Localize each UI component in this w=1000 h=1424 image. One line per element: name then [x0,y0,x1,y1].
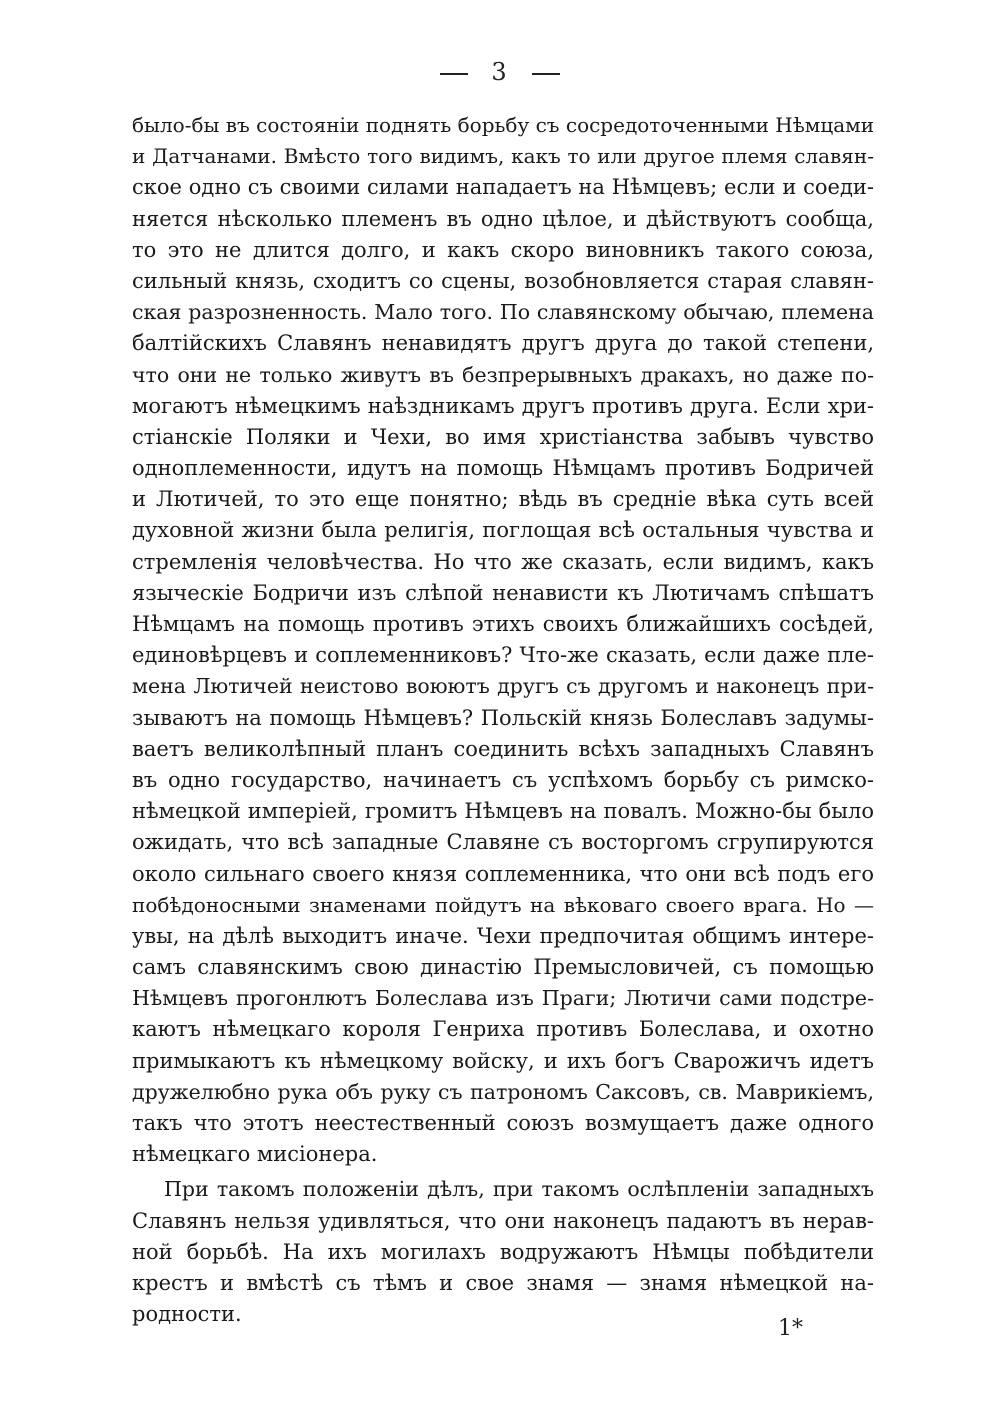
text-line: балтiйскихъ Славянъ ненавидятъ другъ друга до такой степени, [132,331,874,356]
text-line: такъ что этотъ неестественный союзъ возмущаетъ даже одного [132,1111,874,1135]
text-line: въ одно государство, начинаетъ съ успѣхомъ борьбу съ римско- [132,767,874,792]
text-line: увы, на дѣлѣ выходитъ иначе. Чехи предпочитая общимъ интере- [132,923,874,948]
text-line: побѣдоносными знаменами пойдутъ на вѣковаго своего врага. Но — [132,892,874,917]
text-line: стремленiя человѣчества. Но что же сказать, если видимъ, какъ [132,549,874,574]
text-line: мена Лютичей неистово воюютъ другъ съ другомъ и наконецъ при- [132,674,874,699]
text-line: каютъ нѣмецкаго короля Генриха противъ Болеслава, и охотно [132,1017,874,1042]
text-line: самъ славянскимъ свою династiю Премысловичей, съ помощью [132,955,874,980]
text-line: одноплеменности, идутъ на помощь Нѣмцамъ противъ Бодричей [132,456,874,481]
body-text [132,110,874,1330]
text-line: няется нѣсколько племенъ въ одно цѣлое, и дѣйствуютъ сообща, [132,206,874,231]
header-dash-right [532,73,560,75]
signature-mark: 1* [778,1316,803,1341]
text-line: ваетъ великолѣпный планъ соединить всѣхъ западныхъ Славянъ [132,736,874,761]
text-line: единовѣрцевъ и соплеменниковъ? Что-же сказать, если даже пле- [132,643,874,668]
text-line: примыкаютъ къ нѣмецкому войску, и ихъ богъ Сварожичъ идетъ [132,1048,874,1073]
text-line: и Лютичей, то это еще понятно; вѣдь въ среднiе вѣка суть всей [132,487,874,512]
header-dash-left [440,73,468,75]
text-line: могаютъ нѣмецкимъ наѣздникамъ другъ противъ друга. Если хри- [132,393,874,418]
text-line: Нѣмцевъ прогонлютъ Болеслава изъ Праги; Лютичи сами подстре- [132,986,874,1011]
text-line: духовной жизни была религiя, поглощая всѣ остальныя чувства и [132,518,874,543]
paragraph-2 [132,1174,874,1330]
paragraph-1 [132,110,874,1170]
text-line: Нѣмцамъ на помощь противъ этихъ своихъ ближайшихъ сосѣдей, [132,612,874,636]
page-number: 3 [491,58,509,86]
text-line: ожидать, что всѣ западные Славяне съ восторгомъ сгрупируются [132,830,874,855]
text-line: то это не длится долго, и какъ скоро виновникъ такого союза, [132,237,874,262]
text-line: и Датчанами. Вмѣсто того видимъ, какъ то или другое племя славян- [132,144,874,169]
text-line: около сильнаго своего князя соплеменника, что они всѣ подъ его [132,861,874,886]
text-line: было-бы въ состоянiи поднять борьбу съ сосредоточенными Нѣмцами [132,113,874,137]
page-header [0,58,1000,86]
text-line: крестъ и вмѣстѣ съ тѣмъ и свое знамя — знамя нѣмецкой на- [132,1270,874,1295]
text-line: ская разрозненность. Мало того. По славянскому обычаю, племена [132,300,874,325]
text-line: Славянъ нельзя удивляться, что они наконецъ падаютъ въ нерав- [132,1208,874,1233]
text-line: нѣмецкой имперiей, громитъ Нѣмцевъ на повалъ. Можно-бы было [132,799,874,824]
text-line: родности. [132,1302,242,1327]
text-line: нѣмецкаго мисiонера. [132,1142,378,1167]
text-line: стiанскiе Поляки и Чехи, во имя христiанства забывъ чувство [132,424,874,449]
text-line: При такомъ положенiи дѣлъ, при такомъ ослѣпленiи западныхъ [164,1177,874,1202]
text-line: языческiе Бодричи изъ слѣпой ненависти къ Лютичамъ спѣшатъ [132,580,874,605]
text-line: что они не только живутъ въ безпрерывныхъ дракахъ, но даже по- [132,362,874,387]
text-line: сильный князь, сходитъ со сцены, возобновляется старая славян- [132,268,874,293]
text-line: ной борьбѣ. На ихъ могилахъ водружаютъ Нѣмцы побѣдители [132,1239,874,1264]
text-line: ское одно съ своими силами нападаетъ на Нѣмцевъ; если и соеди- [132,175,874,200]
text-line: зываютъ на помощь Нѣмцевъ? Польскiй князь Болеславъ задумы- [132,705,874,730]
text-line: дружелюбно рука объ руку съ патрономъ Саксовъ, св. Маврикiемъ, [132,1079,874,1104]
